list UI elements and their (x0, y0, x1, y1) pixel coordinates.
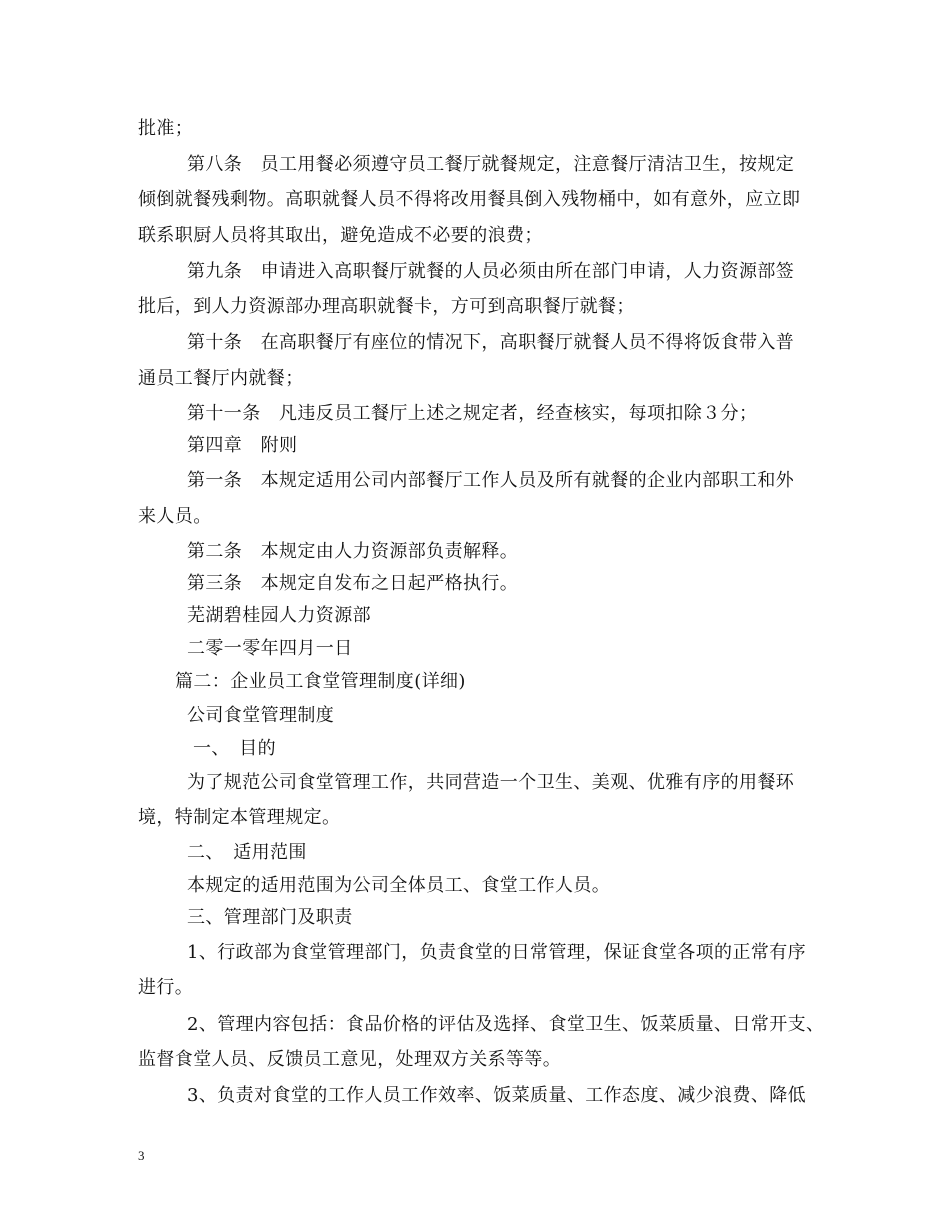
text-line: 本规定的适用范围为公司全体员工、食堂工作人员。 (187, 875, 611, 896)
text-line: 第九条 申请进入高职餐厅就餐的人员必须由所在部门申请，人力资源部签 (187, 261, 795, 282)
text-line: 监督食堂人员、反馈员工意见，处理双方关系等等。 (138, 1049, 562, 1070)
chapter-heading: 第四章 附则 (187, 435, 298, 456)
text-line: 批后，到人力资源部办理高职就餐卡，方可到高职餐厅就餐； (138, 296, 635, 317)
text-line: 第二条 本规定由人力资源部负责解释。 (187, 541, 519, 562)
text-line: 1、行政部为食堂管理部门，负责食堂的日常管理，保证食堂各项的正常有序 (187, 942, 807, 963)
text-line: 境，特制定本管理规定。 (138, 807, 341, 828)
page-number: 3 (138, 1148, 145, 1163)
text-line: 第三条 本规定自发布之日起严格执行。 (187, 573, 519, 594)
text-line: 3、负责对食堂的工作人员工作效率、饭菜质量、工作态度、减少浪费、降低 (187, 1085, 807, 1106)
text-line: 通员工餐厅内就餐； (138, 368, 304, 389)
section-heading: 二、 适用范围 (187, 842, 307, 863)
text-line: 第一条 本规定适用公司内部餐厅工作人员及所有就餐的企业内部职工和外 (187, 470, 795, 491)
text-line: 进行。 (138, 977, 194, 998)
text-line: 2、管理内容包括：食品价格的评估及选择、食堂卫生、饭菜质量、日常开支、 (187, 1014, 825, 1035)
section-heading: 三、管理部门及职责 (187, 907, 353, 928)
text-line: 第十一条 凡违反员工餐厅上述之规定者，经查核实，每项扣除３分； (187, 403, 758, 424)
signature-date: 二零一零年四月一日 (187, 638, 353, 659)
section-heading: 一、 目的 (193, 738, 276, 759)
text-line: 第十条 在高职餐厅有座位的情况下，高职餐厅就餐人员不得将饭食带入普 (187, 332, 795, 353)
section-heading: 篇二：企业员工食堂管理制度(详细) (175, 671, 466, 692)
text-line: 联系职厨人员将其取出，避免造成不必要的浪费； (138, 225, 543, 246)
text-line: 来人员。 (138, 506, 212, 527)
document-title: 公司食堂管理制度 (187, 705, 335, 726)
text-line: 批准； (138, 118, 194, 139)
signature-department: 芜湖碧桂园人力资源部 (187, 605, 371, 626)
text-line: 为了规范公司食堂管理工作，共同营造一个卫生、美观、优雅有序的用餐环 (187, 772, 795, 793)
text-line: 第八条 员工用餐必须遵守员工餐厅就餐规定，注意餐厅清洁卫生，按规定 (187, 154, 795, 175)
text-line: 倾倒就餐残剩物。高职就餐人员不得将改用餐具倒入残物桶中，如有意外，应立即 (138, 189, 801, 210)
